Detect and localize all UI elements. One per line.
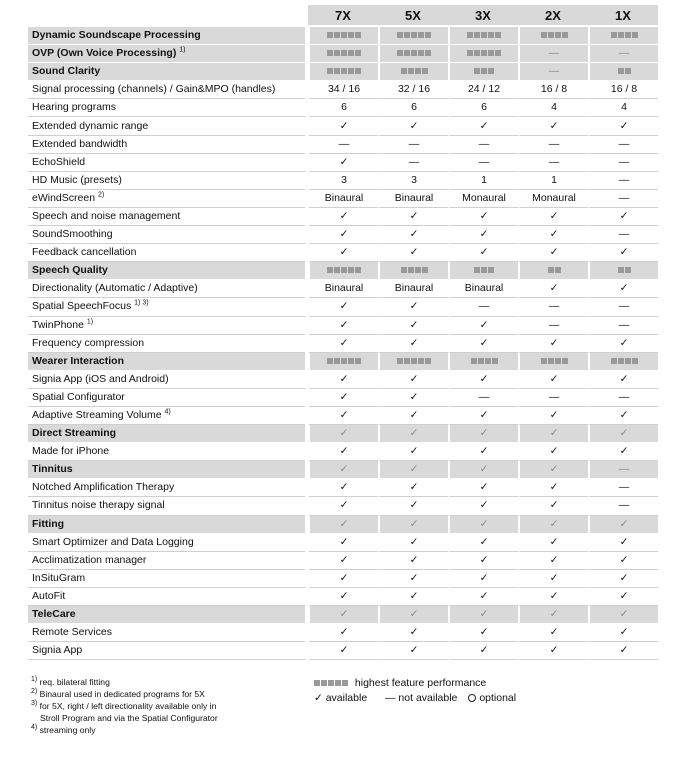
footnote-continued: Stroll Program and via the Spatial Configurator [40,713,218,723]
row-label: Extended dynamic range [28,117,305,135]
table-row [28,479,658,497]
cell-1x: ✓ [588,443,658,461]
cell-7x: 3 [308,172,378,190]
row-label: Spatial SpeechFocus $^{1) 3)}$ [28,298,305,316]
cell-2x: ✓ [518,280,588,298]
cell-5x: ✓ [378,407,448,425]
cell-2x: Monaural [518,190,588,208]
cell-3x: ✓ [448,588,518,606]
cell-1x [588,63,658,81]
cell-1x: ✓ [588,407,658,425]
cell-5x: ✓ [378,624,448,642]
row-label: Directionality (Automatic / Adaptive) [28,280,305,298]
table-row [28,154,658,172]
cell-3x: ✓ [448,479,518,497]
cell-3x: ✓ [448,497,518,515]
table-row [28,389,658,407]
performance-bars-icon [471,358,498,364]
performance-bars-icon [474,267,494,273]
cell-7x: ✓ [308,389,378,407]
cell-7x: 34 / 16 [308,81,378,99]
cell-5x: ✓ [378,534,448,552]
cell-5x: ✓ [378,208,448,226]
cell-1x: ✓ [588,244,658,262]
cell-1x: 16 / 8 [588,81,658,99]
row-label: Signia App [28,642,305,660]
cell-2x: ✓ [518,407,588,425]
table-row [28,117,658,135]
cell-5x: 32 / 16 [378,81,448,99]
row-label: Extended bandwidth [28,136,305,154]
cell-7x: 6 [308,99,378,117]
cell-5x: ✓ [378,317,448,335]
cell-7x: ✓ [308,461,378,479]
cell-1x: ✓ [588,371,658,389]
cell-1x: — [588,226,658,244]
cell-1x: — [588,172,658,190]
cell-2x: ✓ [518,335,588,353]
cell-2x: 1 [518,172,588,190]
performance-bars-icon [397,50,431,56]
cell-1x: ✓ [588,570,658,588]
cell-5x: ✓ [378,244,448,262]
row-label: Signal processing (channels) / Gain&MPO (handles) [28,81,305,99]
cell-7x: ✓ [308,443,378,461]
cell-5x [378,63,448,81]
cell-7x: ✓ [308,516,378,534]
row-label: TeleCare [28,606,305,624]
cell-1x: — [588,45,658,63]
cell-5x: ✓ [378,461,448,479]
performance-bars-icon [618,68,631,74]
performance-bars-icon [314,680,348,686]
performance-bars-icon [467,50,501,56]
cell-2x: ✓ [518,497,588,515]
footnote: $^{3)}$ for 5X, right / left directionality available only in [31,700,217,711]
cell-1x [588,27,658,45]
row-label: Smart Optimizer and Data Logging [28,534,305,552]
legend-bars-row: highest feature performance [314,676,516,691]
section-row [28,353,658,371]
row-label: Tinnitus noise therapy signal [28,497,305,515]
section-row [28,45,658,63]
header-row [28,5,658,27]
cell-1x: ✓ [588,280,658,298]
cell-5x: ✓ [378,226,448,244]
row-label: Speech Quality [28,262,305,280]
cell-5x: — [378,136,448,154]
section-row [28,425,658,443]
table-row [28,317,658,335]
cell-2x: ✓ [518,516,588,534]
cell-1x: — [588,389,658,407]
cell-2x: ✓ [518,552,588,570]
performance-bars-icon [541,358,568,364]
table-row [28,190,658,208]
cell-5x: ✓ [378,606,448,624]
cell-3x: ✓ [448,570,518,588]
cell-2x [518,262,588,280]
performance-bars-icon [401,68,428,74]
cell-3x: ✓ [448,624,518,642]
table-row [28,588,658,606]
cell-2x: ✓ [518,479,588,497]
cell-1x: — [588,154,658,172]
cell-5x [378,353,448,371]
table-row [28,642,658,660]
cell-1x: ✓ [588,516,658,534]
cell-3x: 24 / 12 [448,81,518,99]
table-row [28,226,658,244]
cell-5x: ✓ [378,588,448,606]
row-label: OVP (Own Voice Processing) $^{1)}$ [28,45,305,63]
cell-1x: — [588,190,658,208]
cell-7x: — [308,136,378,154]
cell-2x: — [518,389,588,407]
row-label: Made for iPhone [28,443,305,461]
cell-7x: ✓ [308,317,378,335]
performance-bars-icon [397,358,431,364]
column-header: 2X [518,5,588,27]
table-body [28,27,658,660]
cell-3x: ✓ [448,226,518,244]
row-label: Dynamic Soundscape Processing [28,27,305,45]
row-label: eWindScreen $^{2)}$ [28,190,305,208]
cell-1x: ✓ [588,117,658,135]
performance-bars-icon [618,267,631,273]
cell-3x: — [448,298,518,316]
cell-3x: ✓ [448,317,518,335]
cell-7x: ✓ [308,298,378,316]
cell-7x: ✓ [308,606,378,624]
cell-7x: Binaural [308,190,378,208]
table-row [28,244,658,262]
footnote: $^{4)}$ streaming only [31,724,96,735]
cell-1x: — [588,461,658,479]
section-row [28,262,658,280]
section-row [28,461,658,479]
performance-bars-icon [327,358,361,364]
cell-7x: ✓ [308,226,378,244]
row-label: Acclimatization manager [28,552,305,570]
row-label: SoundSmoothing [28,226,305,244]
section-row [28,606,658,624]
cell-5x: ✓ [378,497,448,515]
cell-3x: ✓ [448,371,518,389]
cell-7x: ✓ [308,425,378,443]
cell-7x: ✓ [308,642,378,660]
cell-1x: — [588,497,658,515]
performance-bars-icon [327,267,361,273]
cell-7x: ✓ [308,244,378,262]
column-header: 5X [378,5,448,27]
cell-3x: ✓ [448,461,518,479]
table-row [28,624,658,642]
header-blank [28,5,305,27]
table-row [28,298,658,316]
cell-7x: ✓ [308,335,378,353]
legend-not-available: — not available [385,692,458,704]
cell-2x: — [518,317,588,335]
cell-2x: ✓ [518,570,588,588]
row-label: Adaptive Streaming Volume $^{4)}$ [28,407,305,425]
cell-1x: ✓ [588,606,658,624]
row-label: Speech and noise management [28,208,305,226]
row-label: Sound Clarity [28,63,305,81]
table-row [28,534,658,552]
cell-7x: ✓ [308,588,378,606]
footnote: $^{1)}$ req. bilateral fitting [31,676,110,687]
cell-1x [588,353,658,371]
performance-bars-icon [474,68,494,74]
cell-3x [448,63,518,81]
cell-2x: ✓ [518,624,588,642]
table-row [28,335,658,353]
cell-3x: ✓ [448,208,518,226]
cell-1x: ✓ [588,208,658,226]
cell-3x [448,353,518,371]
cell-5x: ✓ [378,642,448,660]
cell-5x: ✓ [378,443,448,461]
cell-5x: ✓ [378,335,448,353]
row-label: TwinPhone $^{1)}$ [28,317,305,335]
table-row [28,497,658,515]
table-row [28,443,658,461]
cell-3x: Monaural [448,190,518,208]
row-label: InSituGram [28,570,305,588]
cell-7x: ✓ [308,552,378,570]
table-row [28,172,658,190]
cell-7x: ✓ [308,624,378,642]
cell-2x: ✓ [518,642,588,660]
cell-5x: ✓ [378,117,448,135]
section-row [28,27,658,45]
cell-7x: ✓ [308,208,378,226]
cell-2x: — [518,63,588,81]
performance-bars-icon [467,32,501,38]
performance-bars-icon [397,32,431,38]
cell-1x: — [588,136,658,154]
cell-3x: ✓ [448,534,518,552]
cell-3x [448,262,518,280]
cell-7x: ✓ [308,371,378,389]
optional-circle-icon [468,694,476,702]
cell-2x [518,27,588,45]
cell-3x [448,27,518,45]
column-header: 3X [448,5,518,27]
cell-2x: — [518,298,588,316]
cell-3x: Binaural [448,280,518,298]
cell-3x: — [448,154,518,172]
table-row [28,371,658,389]
row-label: Remote Services [28,624,305,642]
cell-1x: — [588,317,658,335]
cell-7x: ✓ [308,407,378,425]
cell-2x: — [518,136,588,154]
cell-2x: ✓ [518,443,588,461]
performance-bars-icon [611,358,638,364]
cell-1x: 4 [588,99,658,117]
column-header: 1X [588,5,658,27]
performance-bars-icon [327,32,361,38]
cell-2x: ✓ [518,208,588,226]
cell-3x: ✓ [448,642,518,660]
table-row [28,280,658,298]
cell-7x: ✓ [308,570,378,588]
cell-3x: ✓ [448,516,518,534]
cell-7x: ✓ [308,534,378,552]
feature-table [28,5,658,660]
footnote: $^{2)}$ Binaural used in dedicated programs for 5X [31,688,205,699]
cell-1x: ✓ [588,335,658,353]
cell-3x: ✓ [448,552,518,570]
performance-bars-icon [611,32,638,38]
cell-5x: ✓ [378,552,448,570]
column-header: 7X [308,5,378,27]
cell-5x: ✓ [378,570,448,588]
cell-2x: 4 [518,99,588,117]
performance-bars-icon [541,32,568,38]
cell-5x: ✓ [378,479,448,497]
performance-bars-icon [548,267,561,273]
cell-2x [518,353,588,371]
cell-5x: Binaural [378,190,448,208]
cell-5x: ✓ [378,425,448,443]
cell-1x: — [588,298,658,316]
cell-3x: ✓ [448,117,518,135]
cell-1x [588,262,658,280]
cell-2x: ✓ [518,588,588,606]
cell-5x: ✓ [378,516,448,534]
cell-5x [378,45,448,63]
legend-symbols-row [314,691,516,706]
cell-3x: ✓ [448,606,518,624]
cell-5x [378,262,448,280]
row-label: HD Music (presets) [28,172,305,190]
row-label: Frequency compression [28,335,305,353]
cell-3x: ✓ [448,335,518,353]
cell-2x: ✓ [518,371,588,389]
cell-5x: — [378,154,448,172]
table-row [28,99,658,117]
row-label: Tinnitus [28,461,305,479]
cell-2x: 16 / 8 [518,81,588,99]
cell-2x: ✓ [518,425,588,443]
cell-7x [308,45,378,63]
cell-3x: ✓ [448,443,518,461]
cell-5x [378,27,448,45]
cell-5x: ✓ [378,371,448,389]
legend-optional: optional [479,692,517,704]
legend-available: ✓ available [314,692,368,704]
performance-bars-icon [327,68,361,74]
cell-3x: 6 [448,99,518,117]
row-label: Feedback cancellation [28,244,305,262]
table-row [28,208,658,226]
row-label: Wearer Interaction [28,353,305,371]
cell-7x [308,262,378,280]
cell-2x: ✓ [518,244,588,262]
performance-bars-icon [327,50,361,56]
cell-1x: ✓ [588,642,658,660]
cell-7x: ✓ [308,479,378,497]
cell-5x: 6 [378,99,448,117]
cell-1x: — [588,479,658,497]
cell-7x: Binaural [308,280,378,298]
legend [314,676,516,706]
row-label: Notched Amplification Therapy [28,479,305,497]
table-row [28,570,658,588]
performance-bars-icon [401,267,428,273]
cell-3x: ✓ [448,407,518,425]
cell-1x: ✓ [588,552,658,570]
section-row [28,63,658,81]
cell-7x [308,353,378,371]
row-label: AutoFit [28,588,305,606]
cell-7x: ✓ [308,117,378,135]
cell-2x: ✓ [518,117,588,135]
section-row [28,516,658,534]
cell-3x: — [448,136,518,154]
cell-1x: ✓ [588,588,658,606]
cell-5x: ✓ [378,389,448,407]
cell-3x: ✓ [448,425,518,443]
row-label: Fitting [28,516,305,534]
table-row [28,81,658,99]
row-label: Signia App (iOS and Android) [28,371,305,389]
cell-7x [308,27,378,45]
table-row [28,552,658,570]
cell-7x: ✓ [308,497,378,515]
cell-7x [308,63,378,81]
cell-5x: 3 [378,172,448,190]
cell-5x: ✓ [378,298,448,316]
cell-3x [448,45,518,63]
cell-1x: ✓ [588,624,658,642]
cell-1x: ✓ [588,425,658,443]
cell-2x: ✓ [518,226,588,244]
cell-7x: ✓ [308,154,378,172]
table-row [28,407,658,425]
cell-5x: Binaural [378,280,448,298]
table-row [28,136,658,154]
row-label: EchoShield [28,154,305,172]
cell-2x: — [518,154,588,172]
row-label: Hearing programs [28,99,305,117]
row-label: Direct Streaming [28,425,305,443]
cell-3x: ✓ [448,244,518,262]
cell-3x: — [448,389,518,407]
cell-3x: 1 [448,172,518,190]
cell-1x: ✓ [588,534,658,552]
cell-2x: ✓ [518,461,588,479]
row-label: Spatial Configurator [28,389,305,407]
cell-2x: ✓ [518,534,588,552]
cell-2x: ✓ [518,606,588,624]
cell-2x: — [518,45,588,63]
